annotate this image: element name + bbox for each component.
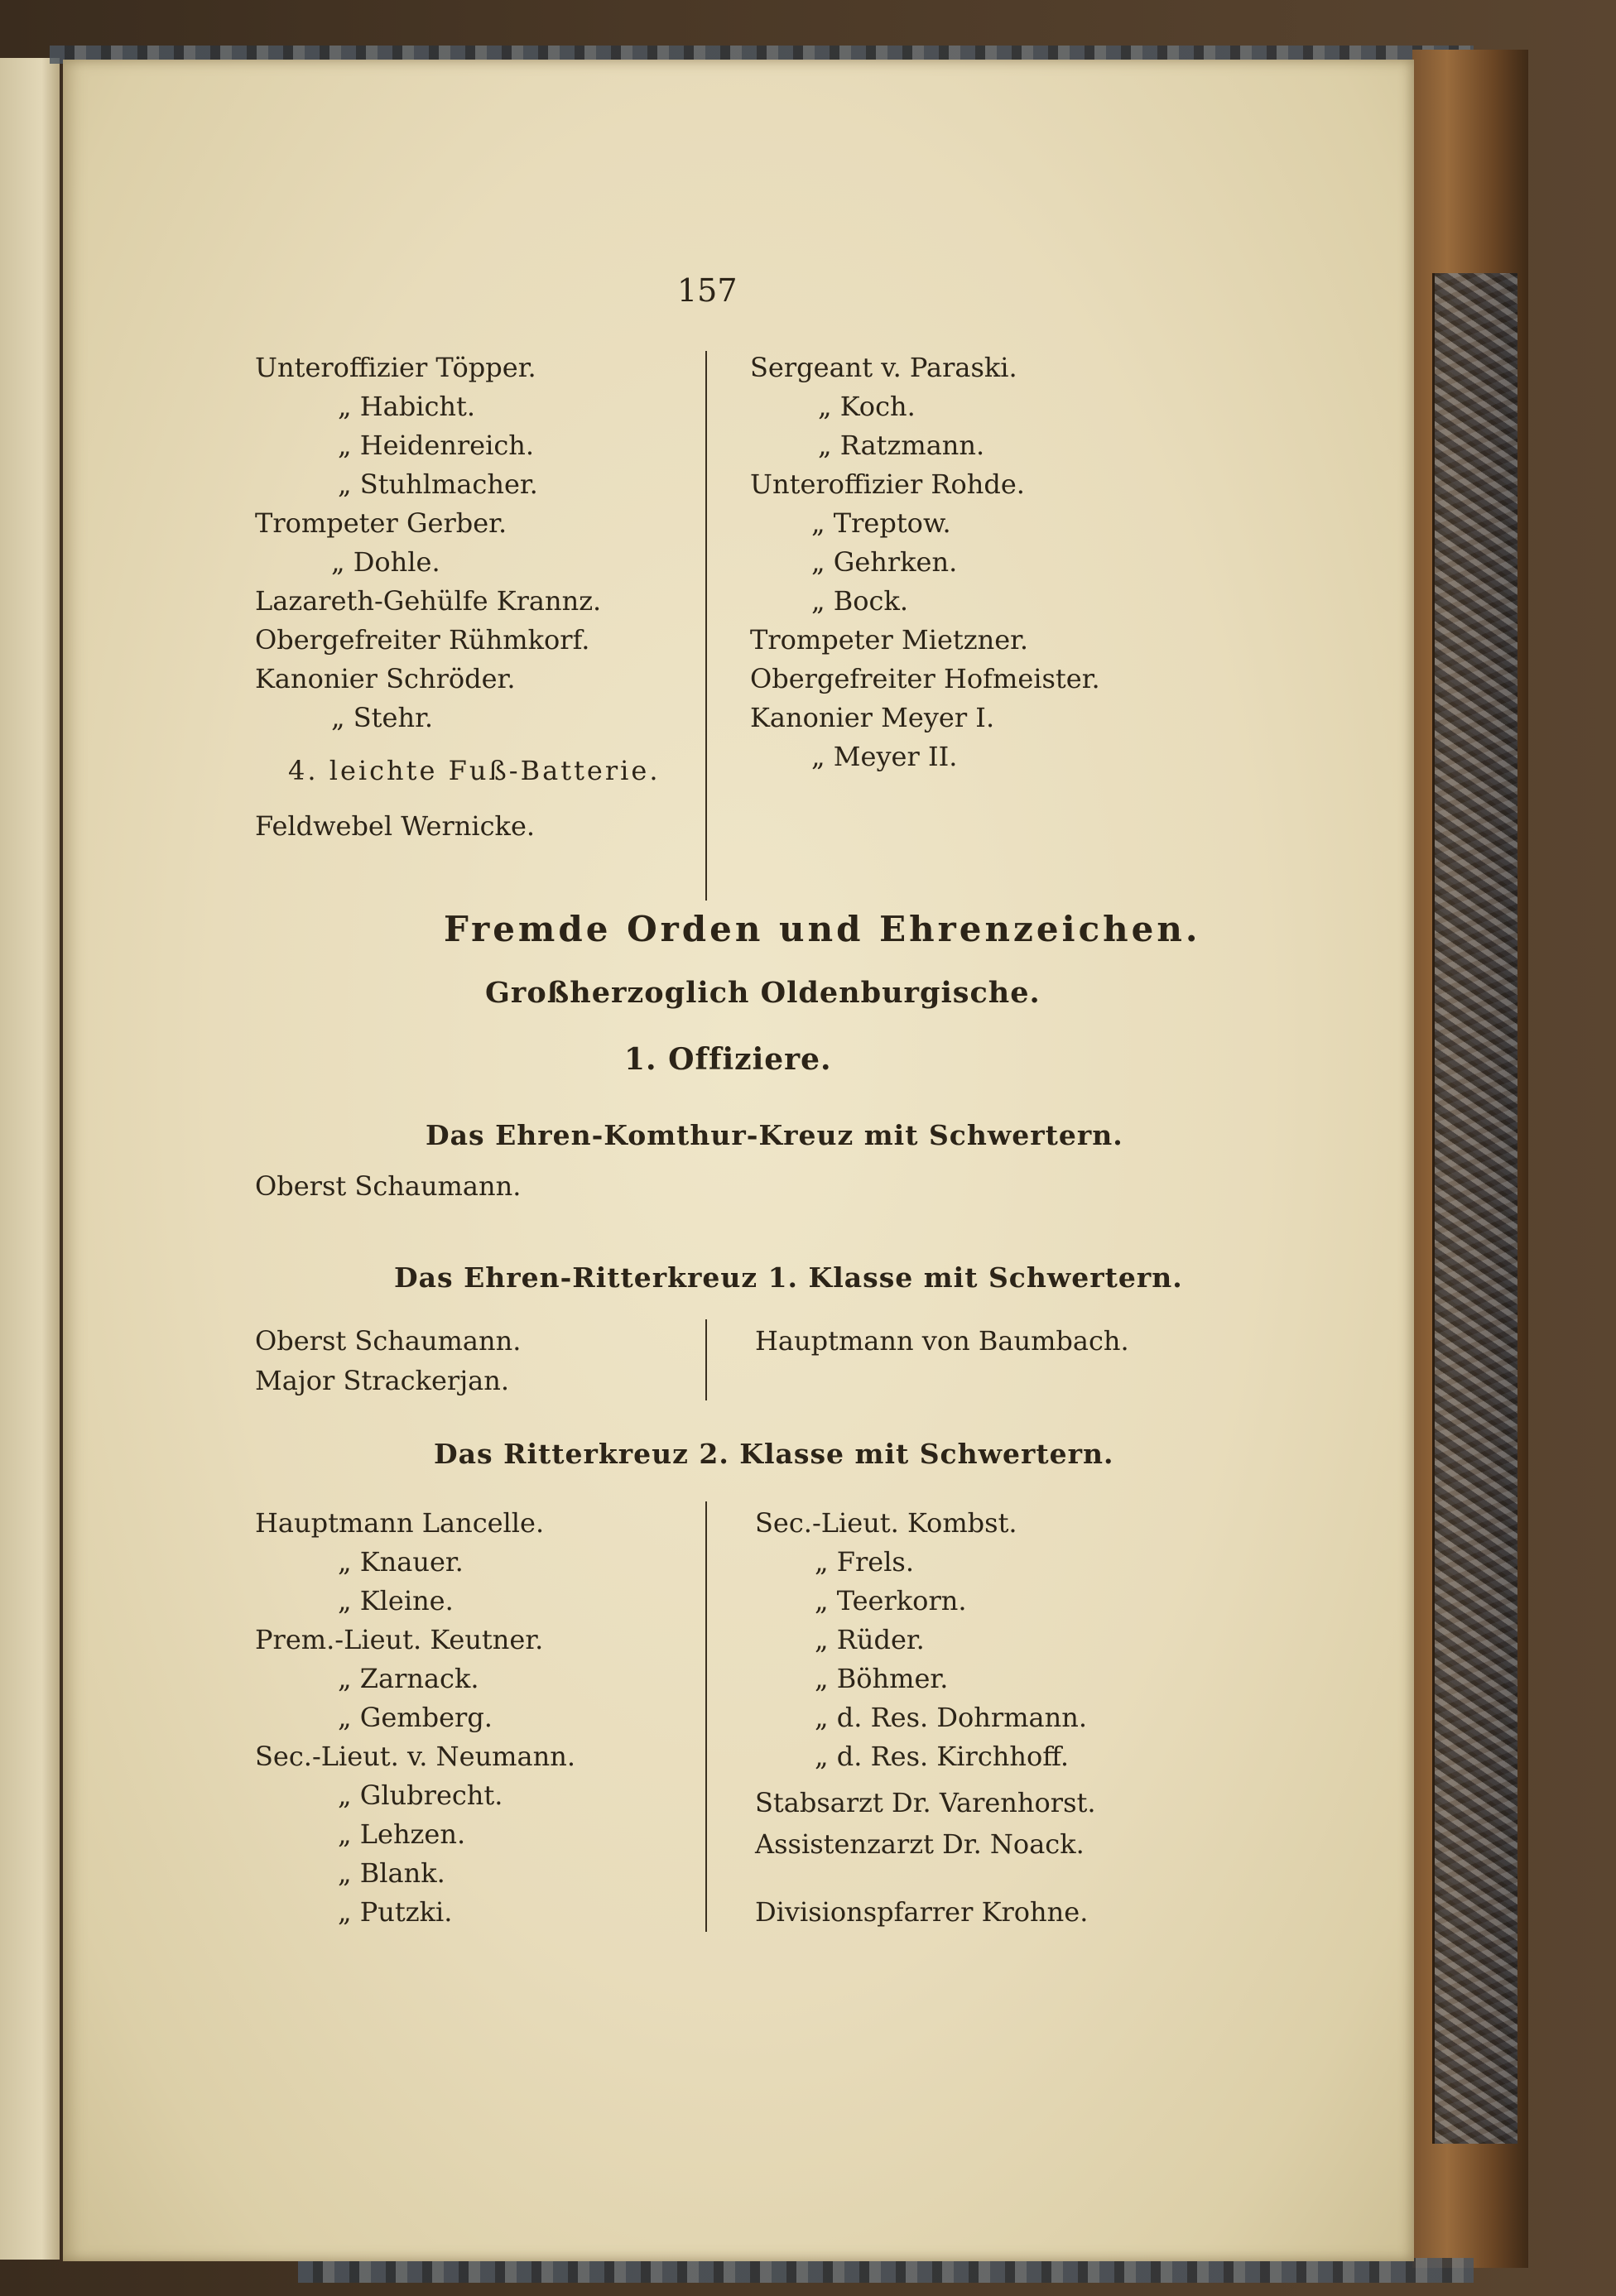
list-item: „ Habicht. <box>338 391 476 422</box>
list-item: „ Treptow. <box>811 507 951 539</box>
list-item: Feldwebel Wernicke. <box>255 810 536 842</box>
list-item: „ Stuhlmacher. <box>338 468 538 500</box>
list-item: Trompeter Gerber. <box>255 507 507 539</box>
list-item: „ Glubrecht. <box>338 1780 503 1811</box>
list-item: Unteroffizier Rohde. <box>750 468 1025 500</box>
list-item: Stabsarzt Dr. Varenhorst. <box>755 1787 1096 1818</box>
list-item: „ Böhmer. <box>815 1663 949 1694</box>
section-heading: 1. Offiziere. <box>624 1042 832 1077</box>
main-heading: Fremde Orden und Ehrenzeichen. <box>444 909 1201 949</box>
list-item: „ Bock. <box>811 585 909 617</box>
list-item: Hauptmann Lancelle. <box>255 1507 545 1539</box>
list-item: Divisionspfarrer Krohne. <box>755 1896 1089 1928</box>
list-item: „ Meyer II. <box>811 741 958 772</box>
award-heading: Das Ehren-Ritterkreuz 1. Klasse mit Schwertern. <box>394 1261 1183 1294</box>
list-item: „ Heidenreich. <box>338 430 535 461</box>
list-item: Sec.-Lieut. Kombst. <box>755 1507 1017 1539</box>
list-item: Sergeant v. Paraski. <box>750 352 1017 383</box>
list-item: Unteroffizier Töpper. <box>255 352 536 383</box>
award-heading: Das Ritterkreuz 2. Klasse mit Schwertern. <box>434 1438 1114 1470</box>
list-item: Major Strackerjan. <box>255 1365 509 1396</box>
list-item: Hauptmann von Baumbach. <box>755 1325 1129 1357</box>
list-item: Obergefreiter Hofmeister. <box>750 663 1100 694</box>
list-item: Kanonier Schröder. <box>255 663 516 694</box>
bottom-page-edge <box>298 2258 1474 2283</box>
column-divider <box>705 1501 707 1932</box>
list-item: Assistenzarzt Dr. Noack. <box>755 1828 1085 1860</box>
list-item: „ Knauer. <box>338 1546 464 1578</box>
left-page-edge <box>0 58 60 2260</box>
list-item: „ Stehr. <box>331 702 434 733</box>
list-item: „ Putzki. <box>338 1896 453 1928</box>
list-item: Oberst Schaumann. <box>255 1325 522 1357</box>
award-heading: Das Ehren-Komthur-Kreuz mit Schwertern. <box>426 1119 1123 1151</box>
list-item: „ Zarnack. <box>338 1663 479 1694</box>
column-divider <box>705 1319 707 1400</box>
list-item: Trompeter Mietzner. <box>750 624 1029 656</box>
list-item: „ Lehzen. <box>338 1818 466 1850</box>
list-item: „ Frels. <box>815 1546 915 1578</box>
column-divider <box>705 351 707 901</box>
list-item: „ Blank. <box>338 1857 445 1889</box>
book-page <box>63 60 1414 2261</box>
list-item: „ Rüder. <box>815 1624 925 1655</box>
marbled-endpaper <box>1432 273 1517 2144</box>
list-item: Oberst Schaumann. <box>255 1170 522 1202</box>
list-item: Prem.-Lieut. Keutner. <box>255 1624 544 1655</box>
list-item: „ Teerkorn. <box>815 1585 967 1616</box>
list-item: „ Dohle. <box>331 546 440 578</box>
sub-heading: Großherzoglich Oldenburgische. <box>485 976 1041 1010</box>
list-item: Kanonier Meyer I. <box>750 702 995 733</box>
battery-heading: 4. leichte Fuß-Batterie. <box>288 755 661 786</box>
page-number: 157 <box>677 272 738 309</box>
list-item: „ d. Res. Dohrmann. <box>815 1702 1088 1733</box>
list-item: „ Gemberg. <box>338 1702 493 1733</box>
list-item: „ Gehrken. <box>811 546 958 578</box>
list-item: Lazareth-Gehülfe Krannz. <box>255 585 602 617</box>
list-item: „ Kleine. <box>338 1585 454 1616</box>
list-item: „ Koch. <box>818 391 916 422</box>
list-item: Sec.-Lieut. v. Neumann. <box>255 1741 575 1772</box>
list-item: „ d. Res. Kirchhoff. <box>815 1741 1069 1772</box>
list-item: „ Ratzmann. <box>818 430 985 461</box>
list-item: Obergefreiter Rühmkorf. <box>255 624 590 656</box>
